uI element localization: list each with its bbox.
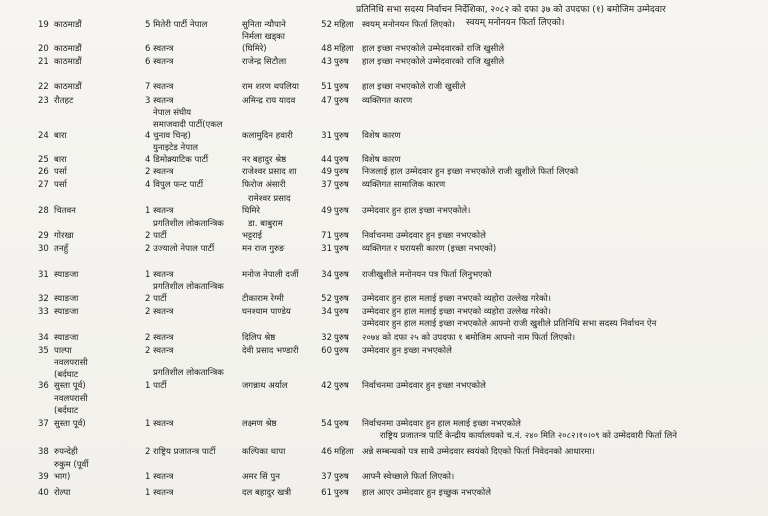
table-row [0,381,768,395]
party: 2 स्वतन्त्र [145,333,174,343]
row-number: 34 [38,333,49,343]
sex: पुरुष [334,206,349,216]
reason: विशेष कारण [362,155,401,165]
row-number: 30 [38,244,49,254]
district-prefix-1: रुकुम (पूर्वी [54,460,89,470]
reason: उम्मेदवार हुन हाल इच्छा नभएकोले। [362,206,471,216]
sex: पुरुष [334,82,349,92]
candidate-name: कल्पिका थापा [242,447,286,457]
party: 3 स्वतन्त्र [145,96,174,106]
candidate-name: दल बहादुर खत्री [242,488,292,498]
candidate-name: राजेश्वर प्रसाद शा [242,167,297,177]
row-number: 21 [38,57,49,67]
candidate-name: जगन्नाथ अर्याल [242,381,288,391]
party: 2 पार्टी [145,231,167,241]
party: 2 पार्टी [145,294,167,304]
sex: पुरुष [334,333,349,343]
district: पर्सा [54,180,67,190]
age: 54 [321,419,332,429]
party: 1 स्वतन्त्र [145,472,174,482]
row-number: 40 [38,488,49,498]
party: 2 स्वतन्त्र [145,167,174,177]
district: पाल्पा [54,346,72,356]
party: 2 स्वतन्त्र [145,307,174,317]
row-number: 28 [38,206,49,216]
district: गोरखा [54,231,74,241]
sex: पुरुष [334,244,349,254]
table-row [0,447,768,461]
party: 1 स्वतन्त्र [145,419,174,429]
candidate-name: कलामुदिन हवारी [242,131,293,141]
table-row [0,206,768,220]
row-number: 27 [38,180,49,190]
candidate-name: फिरोज अंसारी [242,180,286,190]
party: 1 स्वतन्त्र [145,270,174,280]
reason: उम्मेदवार हुन हाल मलाई इच्छा नभएको व्यहोरा उल्लेख गरेको। [362,294,551,304]
age: 61 [321,488,332,498]
reason-line2: राष्ट्रिय प्रजातन्त्र पार्टि केन्द्रीय कार्यालयको च.नं. २४० मिति २०८२।१०।०९ को उम्मेदवारी फिर्ता लिने [380,431,677,441]
party-prefix-1: युनाइटेड नेपाल [153,143,199,153]
candidate-name: टीकाराम रेग्मी [242,294,284,304]
age: 34 [321,307,332,317]
reason: निर्वाचनमा उम्मेदवार हुन इच्छा नभएकोले [362,231,486,241]
reason: २०७४ को दफा २५ को उपदफा १ बमोजिम आफ्नो नाम फिर्ता लिएको। [362,333,576,343]
candidate-name: अमिन्द्र राय यादव [242,96,296,106]
reason: हाल इच्छा नभएकोले उम्मेदवारको राजि खुसीले [362,44,505,54]
sex: पुरुष [334,419,349,429]
reason: अन्ने सम्बन्धको पत्र साथै उम्मेदवार स्वयंको दिएको फिर्ता निवेदनको आधारमा। [362,447,595,457]
district: स्याङजा [54,294,79,304]
district-prefix-1: नवलपरासी [54,394,88,404]
row-number: 32 [38,294,49,304]
table-row [0,82,768,96]
table-row [0,180,768,194]
party: 1 स्वतन्त्र [145,488,174,498]
age: 44 [321,155,332,165]
table-row [0,20,768,34]
district: बारा [54,155,67,165]
district: रोल्पा [54,488,71,498]
candidate-name-line2: निर्मला खड्का [242,32,285,42]
district: काठमाडौं [54,82,82,92]
reason: उम्मेदवार हुन इच्छा नभएकोले [362,346,452,356]
sex: पुरुष [334,96,349,106]
sex: पुरुष [334,167,349,177]
district: रौतहट [54,96,74,106]
table-row [0,57,768,71]
row-number: 20 [38,44,49,54]
reason: निजलाई हाल उम्मेदवार हुन इच्छा नभएकोले राजी खुशीले फिर्ता लिएको [362,167,579,177]
header-note-line2: स्वयम् मनोनयन फिर्ता लिएको। [466,18,565,28]
district: स्याङजा [54,333,79,343]
candidate-name-prefix: डा. बाबुराम [248,219,283,229]
sex: महिला [334,447,354,457]
sex: महिला [334,44,354,54]
table-row [0,131,768,145]
age: 42 [321,381,332,391]
age: 49 [321,167,332,177]
table-row [0,244,768,258]
candidate-name: मन राज गुरुङ [242,244,285,254]
sex: पुरुष [334,180,349,190]
age: 52 [321,294,332,304]
age: 60 [321,346,332,356]
party: 5 मितेरी पार्टी नेपाल [145,20,208,30]
row-number: 31 [38,270,49,280]
row-number: 35 [38,346,49,356]
sex: पुरुष [334,131,349,141]
party: 2 उज्यालो नेपाल पार्टी [145,244,215,254]
candidate-name: देवी प्रसाद भण्डारी [242,346,299,356]
row-number: 36 [38,381,49,391]
district-prefix-2: (बर्दघाट [54,370,79,380]
candidate-name: घिमिरे [242,206,260,216]
district: बारा [54,131,67,141]
sex: पुरुष [334,488,349,498]
district: सुस्ता पूर्व) [54,381,86,391]
party: 4 चुनाव चिन्ह) [145,131,191,141]
candidate-name: राजेन्द्र सिटौला [242,57,287,67]
age: 47 [321,96,332,106]
sex: पुरुष [334,472,349,482]
reason: हाल इच्छा नभएकोले उम्मेदवारको राजि खुसीले [362,57,505,67]
age: 51 [321,82,332,92]
party-prefix-1: प्रगतिशील लोकतान्त्रिक [153,368,224,378]
sex: पुरुष [334,381,349,391]
row-number: 38 [38,447,49,457]
party-prefix-1: नेपाल संघीय [153,108,192,118]
sex: पुरुष [334,231,349,241]
row-number: 29 [38,231,49,241]
sex: पुरुष [334,346,349,356]
candidate-name: अमर सिं पुन [242,472,280,482]
candidate-name: भट्टराई [242,231,262,241]
age: 37 [321,180,332,190]
age: 49 [321,206,332,216]
reason: उम्मेदवार हुन हाल मलाई इच्छा नभएको व्यहोरा उल्लेख गरेको। [362,307,551,317]
table-row [0,333,768,347]
sex: पुरुष [334,270,349,280]
age: 32 [321,333,332,343]
candidate-name-prefix: रामेश्वर प्रसाद [248,194,291,204]
row-number: 19 [38,20,49,30]
party: 6 स्वतन्त्र [145,57,174,67]
district: पर्सा [54,167,67,177]
table-row [0,96,768,110]
candidate-name: मनोज नेपाली दर्जी [242,270,299,280]
table-row [0,346,768,360]
district: भाग) [54,472,71,482]
sex: पुरुष [334,57,349,67]
row-number: 22 [38,82,49,92]
district-prefix-1: नवलपरासी [54,358,88,368]
reason-line2: उम्मेदवार हुन हाल मलाई इच्छा नभएकोले आफ्नो राजी खुशीले प्रतिनिधि सभा सदस्य निर्वाचन ऐन [362,319,657,329]
reason: विशेष कारण [362,131,401,141]
district: काठमाडौं [54,20,82,30]
party: 1 स्वतन्त्र [145,206,174,216]
sex: पुरुष [334,307,349,317]
district: रुपन्देही [54,447,78,457]
age: 52 [321,20,332,30]
row-number: 39 [38,472,49,482]
party: 2 स्वतन्त्र [145,346,174,356]
reason: हाल आएर उम्मेदवार हुन इच्छुक नभएकोले [362,488,491,498]
age: 34 [321,270,332,280]
party: 1 पार्टी [145,381,167,391]
district: सुस्ता पूर्व) [54,419,86,429]
table-row [0,488,768,502]
table-row [0,167,768,181]
age: 71 [321,231,332,241]
age: 37 [321,472,332,482]
party: 2 राष्ट्रिय प्रजातन्त्र पार्टी [145,447,216,457]
district: काठमाडौं [54,44,82,54]
party: 4 विपुल फन्ट पार्टी [145,180,204,190]
table-row [0,231,768,245]
candidate-name: दिलिप श्रेष्ठ [242,333,276,343]
district: स्याङजा [54,270,79,280]
candidate-name: लक्ष्मण श्रेष्ठ [242,419,277,429]
reason: राजीखुशीले मनोनयन पत्र फिर्ता लिनुभएको [362,270,492,280]
table-row [0,294,768,308]
candidate-name: राम शरण थपलिया [242,82,299,92]
sex: महिला [334,20,354,30]
row-number: 25 [38,155,49,165]
candidate-name: घनश्याम पाण्डेय [242,307,291,317]
table-row [0,270,768,284]
reason: व्यक्तिगत र घरायसी कारण (इच्छा नभएको) [362,244,497,254]
header-note-line1: प्रतिनिधि सभा सदस्य निर्वाचन निर्देशिका, २०८२ को दफा ३७ को उपदफा (१) बमोजिम उम्मेदवार [356,5,666,15]
party-prefix-1: प्रगतिशील लोकतान्त्रिक [153,219,224,229]
party-prefix-2: समाजवादी पार्टी(एकल [153,120,223,130]
table-row [0,472,768,486]
sex: पुरुष [334,294,349,304]
reason: निर्वाचनमा उम्मेदवार हुन इच्छा नभएकोले [362,381,486,391]
candidate-name: नर बहादुर श्रेष्ठ [242,155,287,165]
reason: निर्वाचनमा उम्मेदवार हुन हाल मलाई इच्छा नभएकोले [362,419,521,429]
party: 7 स्वतन्त्र [145,82,174,92]
table-row [0,44,768,58]
age: 31 [321,244,332,254]
party: 4 डिमोक्र्याटिक पार्टी [145,155,209,165]
candidate-name: (घिमिरे) [242,44,267,54]
row-number: 24 [38,131,49,141]
sex: पुरुष [334,155,349,165]
row-number: 33 [38,307,49,317]
district-prefix-2: (बर्दघाट [54,406,79,416]
reason: व्यक्तिगत सामाजिक कारण [362,180,446,190]
party-prefix-1: प्रगतिशील लोकतान्त्रिक [153,282,224,292]
district: तनहुँ [54,244,69,254]
party: 6 स्वतन्त्र [145,44,174,54]
district: चितवन [54,206,76,216]
candidate-name: सुनिता न्यौपाने [242,20,286,30]
age: 31 [321,131,332,141]
row-number: 23 [38,96,49,106]
reason: स्वयम् मनोनयन फिर्ता लिएको। [362,20,455,30]
reason: हाल इच्छा नभएकोले राजी खुसीले [362,82,466,92]
row-number: 26 [38,167,49,177]
age: 46 [321,447,332,457]
age: 43 [321,57,332,67]
row-number: 37 [38,419,49,429]
district: स्याङजा [54,307,79,317]
reason: आफ्नै स्वेच्छाले फिर्ता लिएको। [362,472,455,482]
age: 48 [321,44,332,54]
district: काठमाडौं [54,57,82,67]
reason: व्यक्तिगत कारण [362,96,413,106]
